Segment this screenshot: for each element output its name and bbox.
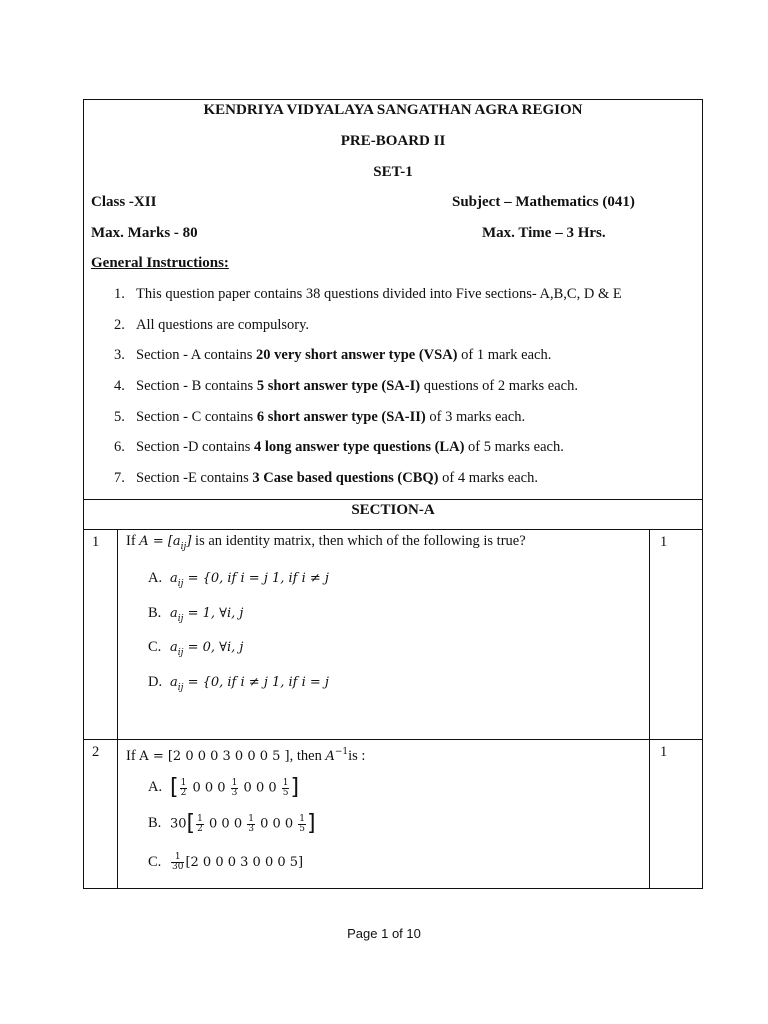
fraction: $\frac{1}{5}$ [282, 777, 289, 798]
instruction-item: 4. Section - B contains 5 short answer type (SA-I) questions of 2 marks each. [114, 378, 578, 394]
org-title: KENDRIYA VIDYALAYA SANGATHAN AGRA REGION [203, 102, 583, 118]
exam-title: PRE-BOARD II [340, 133, 446, 149]
column-divider [649, 529, 650, 888]
instruction-item: 5. Section - C contains 6 short answer type (SA-II) of 3 marks each. [114, 409, 526, 425]
row-divider [84, 739, 702, 740]
page-footer: Page 1 of 10 [347, 926, 421, 941]
question-number: 1 [92, 534, 100, 550]
max-marks-label: Max. Marks - 80 [91, 225, 198, 241]
column-divider [117, 529, 118, 888]
section-title: SECTION-A [83, 500, 703, 530]
option-d[interactable]: D. $a_{ij} = \{0$, if i ≠ j 1, if i = j [148, 674, 329, 693]
set-title: SET-1 [373, 164, 413, 180]
instruction-item: 3. Section - A contains 20 very short answer type (VSA) of 1 mark each. [114, 347, 552, 363]
subject-label: Subject – Mathematics (041) [452, 194, 635, 210]
question-text: If A = [2 0 0 0 3 0 0 0 5 ], then $A^{-1}is$ : [126, 747, 366, 764]
instruction-item: 1. This question paper contains 38 questions divided into Five sections- A,B,C, D & E [114, 286, 622, 302]
fraction: $\frac{1}{3}$ [248, 813, 254, 834]
instruction-item: 2. All questions are compulsory. [114, 317, 310, 333]
question-text: If $A = [a_{ij}]$ is an identity matrix, then which of the following is true? [126, 533, 526, 552]
option-a[interactable]: A. [ $\frac{1}{2}$ 0 0 0 $\frac{1}{3}$ 0 0 0 $\frac{1}{5}$ ] [148, 775, 300, 800]
fraction: $\frac{1}{2}$ [197, 813, 203, 834]
option-c[interactable]: C. $a_{ij} = 0$, ∀i, j [148, 639, 244, 658]
class-label: Class -XII [91, 194, 157, 210]
instruction-item: 6. Section -D contains 4 long answer type questions (LA) of 5 marks each. [114, 439, 564, 455]
questions-table [83, 529, 703, 889]
question-marks: 1 [660, 744, 668, 760]
option-b[interactable]: B. 30[ $\frac{1}{2}$ 0 0 0 $\frac{1}{3}$ 0 0 0 $\frac{1}{5}$ ] [148, 811, 316, 836]
option-c[interactable]: C. $\frac{1}{30}$ [2 0 0 0 3 0 0 0 5] [148, 852, 304, 872]
fraction: $\frac{1}{3}$ [231, 777, 238, 798]
option-b[interactable]: B. $a_{ij} = 1$, ∀i, j [148, 605, 244, 624]
fraction: $\frac{1}{30}$ [172, 852, 184, 872]
question-number: 2 [92, 744, 100, 760]
header-box [83, 99, 703, 500]
instructions-title: General Instructions: [91, 255, 229, 271]
fraction: $\frac{1}{5}$ [299, 813, 306, 834]
fraction: $\frac{1}{2}$ [180, 777, 187, 798]
question-marks: 1 [660, 534, 668, 550]
option-a[interactable]: A. $a_{ij} = \{0$, if i = j 1, if i ≠ j [148, 570, 329, 589]
max-time-label: Max. Time – 3 Hrs. [482, 225, 606, 241]
instruction-item: 7. Section -E contains 3 Case based questions (CBQ) of 4 marks each. [114, 470, 538, 486]
